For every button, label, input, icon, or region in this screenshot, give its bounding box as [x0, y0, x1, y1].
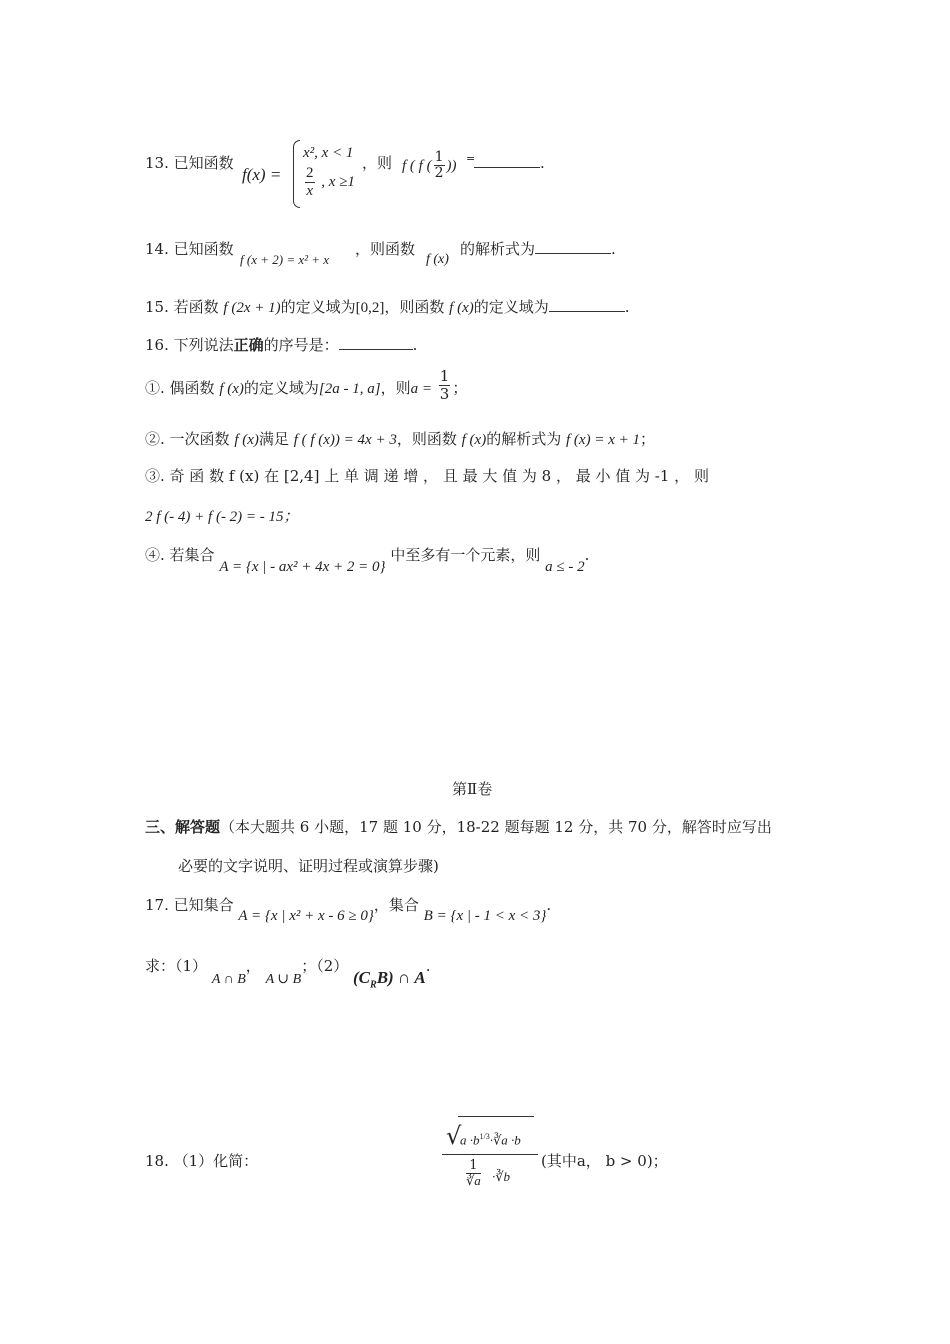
section-title: 第Ⅱ卷: [452, 780, 493, 798]
sqrt-icon: √: [446, 1122, 462, 1150]
q18-label: 18. （1）化简：: [145, 1152, 259, 1170]
q16-label: 16. 下列说法正确的序号是： .: [145, 336, 418, 354]
q14-mid: ，则函数: [355, 240, 416, 258]
q13-answer: .: [474, 154, 545, 172]
section-heading-line2: 必要的文字说明、证明过程或演算步骤): [178, 857, 439, 875]
q18-denominator: $\frac{1}{∛a}$ ·∛b: [466, 1158, 511, 1189]
q17-line2: 求：（1） A ∩ B， A ∪ B；（2） $(C_RB)$ ∩ A.: [145, 957, 431, 991]
q14-label: 14. 已知函数: [145, 240, 234, 258]
answer-blank[interactable]: [535, 241, 611, 254]
q14-expr: f (x + 2) = x² + x: [240, 252, 330, 267]
q13-then: ，则: [362, 154, 393, 172]
q18-num-text: $a \cdot b^{1/3}\cdot∛a \cdot b$: [460, 1132, 521, 1148]
q17-line1: 17. 已知集合 A = {x | x² + x - 6 ≥ 0}，集合 B = {x | - 1 < x < 3}.: [145, 896, 552, 924]
q13-case2: [303, 165, 355, 199]
answer-blank[interactable]: [339, 337, 413, 350]
answer-blank[interactable]: [474, 155, 540, 168]
q16-item1-frac: $\frac{1}{3}$: [439, 367, 450, 403]
q13-expr: f ( f ( $\frac{1}{2}$ )): [402, 149, 457, 182]
q16-item3-line2: 2 f (- 4) + f (- 2) = - 15；: [145, 509, 299, 525]
answer-blank[interactable]: [549, 299, 625, 312]
q16-item4: ④. 若集合 A = {x | - ax² + 4x + 2 = 0} 中至多有一个元素，则 a ≤ - 2.: [145, 546, 590, 575]
q13-case1: x², x < 1: [303, 145, 354, 161]
q16-item2: ②. 一次函数 f (x)满足 f ( f (x)) = 4x + 3，则函数 f (x)的解析式为 f (x) = x + 1；: [145, 430, 655, 448]
q16-item1: ①. 偶函数 f (x)的定义域为[2a - 1, a]，则a = $\frac{1}{3}$ ；: [145, 367, 468, 403]
q18-fraction: [442, 1112, 538, 1199]
q16-item3-line1: ③. 奇 函 数 f (x) 在 [2,4] 上 单 调 递 增 ， 且 最 大 值 为 8 ， 最 小 值 为 -1 ， 则: [145, 467, 709, 485]
q13-case2-cond: , x ≥1: [321, 174, 355, 190]
q14-fx: f (x): [426, 252, 449, 267]
q18-numerator: [442, 1112, 538, 1155]
q13-equals: =: [466, 152, 476, 165]
q13-brace: [293, 140, 300, 208]
q14-tail: 的解析式为 .: [460, 240, 616, 258]
q18-cond: (其中a， b > 0)；: [541, 1152, 668, 1170]
q13-fx: f(x) =: [242, 165, 282, 184]
sqrt-bar: [458, 1116, 534, 1117]
q15-line: 15. 若函数 f (2x + 1)的定义域为[0,2]，则函数 f (x)的定义域为 .: [145, 298, 630, 316]
section-heading: 三、解答题（本大题共 6 小题，17 题 10 分，18-22 题每题 12 分，共 70 分，解答时应写出: [145, 818, 772, 836]
q13-case2-frac: $\frac{2}{x}$: [306, 165, 314, 199]
q13-line: [145, 154, 234, 172]
q13-label: 13. 已知函数: [145, 154, 234, 172]
